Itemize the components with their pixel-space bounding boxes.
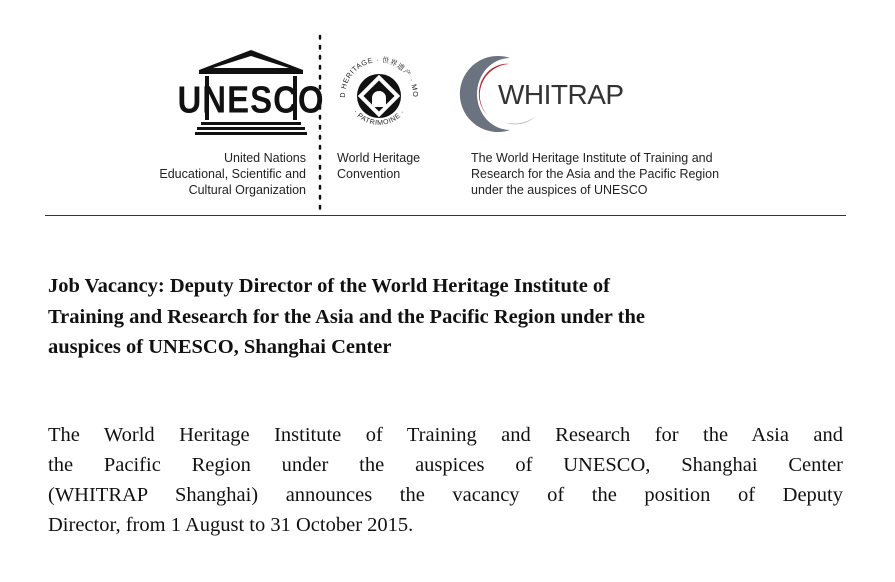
intro-line: The World Heritage Institute of Training and Research for the Asia and	[48, 424, 843, 446]
whitrap-emblem-icon	[466, 52, 641, 134]
unesco-logo	[177, 48, 325, 136]
whitrap-logo	[466, 52, 641, 134]
world-heritage-icon	[333, 46, 425, 138]
vacancy-title-line: Training and Research for the Asia and the Pacific Region under the	[48, 305, 645, 328]
intro-line: the Pacific Region under the auspices of UNESCO, Shanghai Center	[48, 454, 843, 476]
intro-line: Director, from 1 August to 31 October 2015.	[48, 514, 414, 536]
unesco-caption-line: United Nations	[224, 151, 306, 165]
whitrap-caption-line: under the auspices of UNESCO	[471, 183, 648, 197]
vacancy-title	[48, 271, 848, 363]
vacancy-title-line: auspices of UNESCO, Shanghai Center	[48, 336, 392, 358]
intro-paragraph	[48, 420, 843, 540]
whitrap-logo-text: WHITRAP	[498, 79, 624, 110]
header-divider	[45, 215, 846, 216]
whc-ring-text-bottom: · PATRIMOINE ·	[351, 108, 407, 127]
whitrap-caption	[471, 150, 771, 198]
whc-caption-line: World Heritage	[337, 151, 421, 165]
whc-caption-line: Convention	[337, 167, 401, 181]
unesco-caption-line: Educational, Scientific and	[159, 167, 306, 181]
unesco-caption-line: Cultural Organization	[188, 183, 306, 197]
world-heritage-emblem	[333, 46, 425, 138]
unesco-caption	[118, 150, 306, 198]
whitrap-caption-line: Research for the Asia and the Pacific Region	[471, 167, 720, 181]
whitrap-caption-line: The World Heritage Institute of Training and	[471, 151, 713, 165]
vacancy-title-line: Job Vacancy: Deputy Director of the World Heritage Institute of	[48, 275, 610, 297]
unesco-temple-icon	[177, 48, 325, 136]
whc-ring-text-top: D HERITAGE · 世界遗产 · MO	[337, 54, 421, 98]
whc-caption	[337, 150, 420, 182]
dotted-separator	[318, 36, 322, 212]
unesco-logo-text: UNESCO	[177, 78, 325, 121]
intro-line: (WHITRAP Shanghai) announces the vacancy of the position of Deputy	[48, 484, 843, 506]
